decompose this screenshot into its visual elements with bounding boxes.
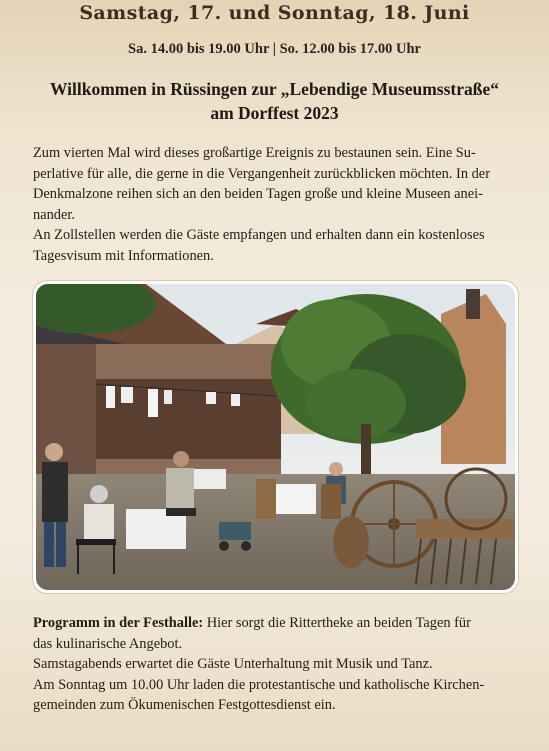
festival-courtyard-photo (36, 284, 515, 590)
program-paragraph (33, 613, 519, 716)
program-line: Samstagabends erwartet die Gäste Unterhaltung mit Musik und Tanz. (33, 656, 433, 672)
page-title (0, 77, 549, 125)
program-line (33, 613, 519, 634)
program-line-rest: Hier sorgt die Rittertheke an beiden Tagen für (203, 615, 471, 631)
program-line: Am Sonntag um 10.00 Uhr laden die protestantische und katholische Kirchen- (33, 676, 485, 693)
courtyard-scene-illustration (36, 284, 515, 590)
program-heading: Programm in der Festhalle: (33, 615, 204, 631)
program-line: das kulinarische Angebot. (33, 635, 183, 652)
opening-hours: Sa. 14.00 bis 19.00 Uhr | So. 12.00 bis 17.00 Uhr (128, 41, 421, 57)
intro-line: Tagesvisum mit Informationen. (33, 247, 214, 264)
title-line-1: Willkommen in Rüssingen zur „Lebendige Museumsstraße“ (49, 79, 500, 99)
photo-frame (33, 281, 518, 593)
title-line-2: am Dorffest 2023 (210, 103, 339, 123)
intro-line: An Zollstellen werden die Gäste empfangen und erhalten dann ein kostenloses (33, 227, 485, 243)
intro-line: nander. (33, 206, 75, 223)
intro-line: perlative für alle, die gerne in die Vergangenheit zurückblicken möchten. In der (33, 165, 490, 182)
program-line: gemeinden zum Ökumenischen Festgottesdienst ein. (33, 697, 336, 713)
intro-paragraph (33, 143, 519, 266)
intro-line: Denkmalzone reihen sich an den beiden Tagen große und kleine Museen anei- (33, 186, 483, 202)
intro-line: Zum vierten Mal wird dieses großartige Ereignis zu bestaunen sein. Eine Su- (33, 145, 476, 161)
event-dates-headline: Samstag, 17. und Sonntag, 18. Juni (79, 2, 470, 24)
